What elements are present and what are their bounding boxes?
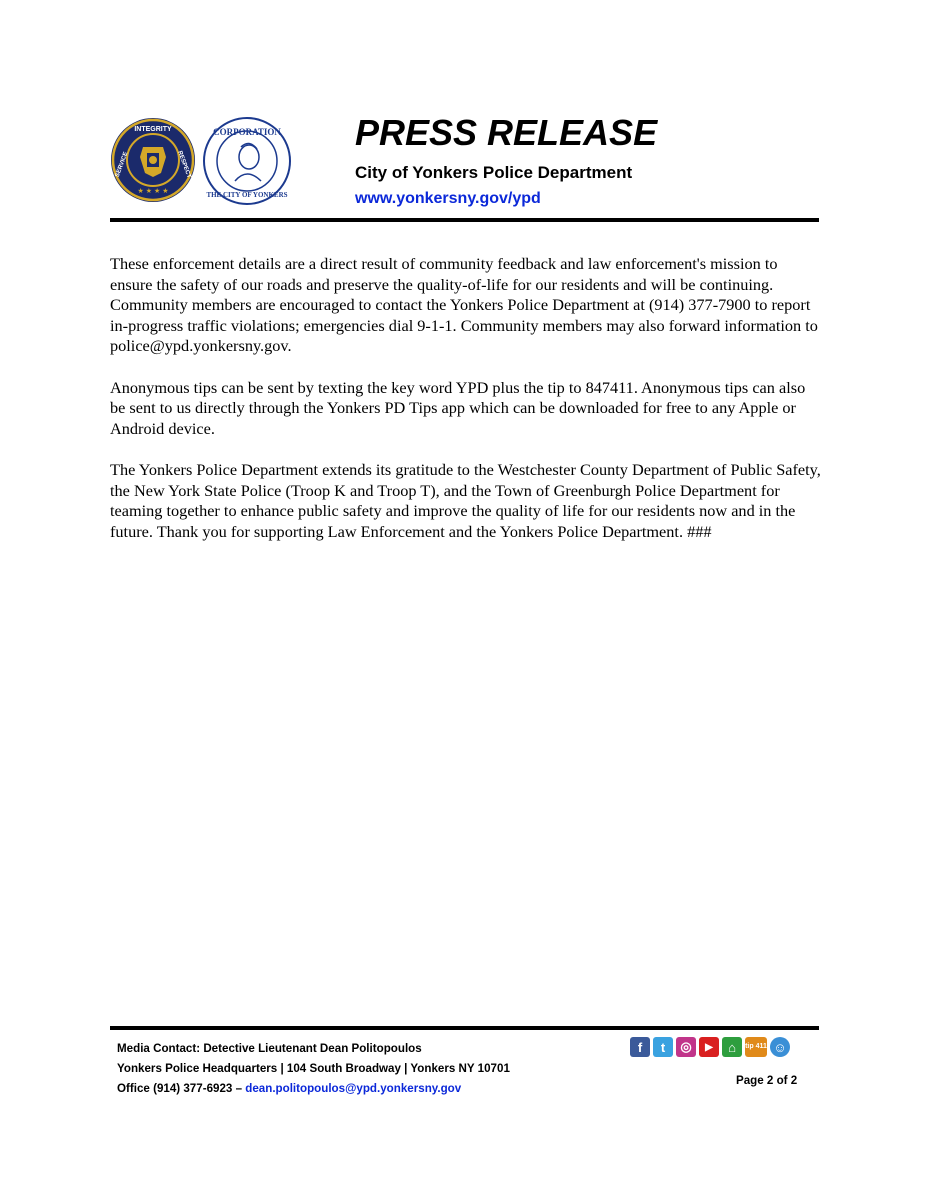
office-contact-line	[117, 1079, 510, 1099]
police-seal-logo	[110, 117, 196, 203]
svg-text:SERVICE: SERVICE	[114, 151, 130, 179]
body-paragraph-1: These enforcement details are a direct result of community feedback and law enforcement's mission to ensure the safety of our roads and preserve the quality-of-life for our residents and will be continuing. Community members are encouraged to contact the Yonkers Police Department at (914) 377-7900 to report in-progress traffic violations; emergencies dial 9-1-1. Community members may also forward information to police@ypd.yonkersny.gov.	[110, 254, 818, 356]
social-media-links	[630, 1037, 790, 1057]
tip411-icon[interactable]: tip 411	[745, 1037, 767, 1057]
footer-divider	[110, 1026, 819, 1030]
department-name: City of Yonkers Police Department	[355, 163, 633, 182]
instagram-icon[interactable]: ◎	[676, 1037, 696, 1057]
svg-text:THE CITY OF YONKERS: THE CITY OF YONKERS	[206, 191, 288, 199]
body-paragraph-2: Anonymous tips can be sent by texting the key word YPD plus the tip to 847411. Anonymous tips can also be sent to us directly through the Yonkers PD Tips app which can be downloaded for free to any Apple or Android device.	[110, 377, 806, 438]
page-number: Page 2 of 2	[736, 1074, 798, 1087]
press-release-title: PRESS RELEASE	[355, 112, 658, 153]
office-phone: Office (914) 377-6923 –	[117, 1082, 246, 1095]
header-divider	[110, 218, 819, 222]
youtube-icon[interactable]: ▶	[699, 1037, 719, 1057]
svg-text:★ ★ ★ ★: ★ ★ ★ ★	[137, 188, 169, 195]
department-website-link[interactable]: www.yonkersny.gov/ypd	[355, 190, 541, 207]
home-icon[interactable]: ⌂	[722, 1037, 742, 1057]
twitter-icon[interactable]: t	[653, 1037, 673, 1057]
svg-text:INTEGRITY: INTEGRITY	[134, 126, 172, 133]
press-release-body	[110, 254, 822, 563]
community-icon[interactable]: ☺	[770, 1037, 790, 1057]
media-contact-name: Media Contact: Detective Lieutenant Dean Politopoulos	[117, 1042, 422, 1055]
media-contact-email-link[interactable]: dean.politopoulos@ypd.yonkersny.gov	[245, 1082, 462, 1095]
media-contact-block	[117, 1039, 510, 1099]
facebook-icon[interactable]: f	[630, 1037, 650, 1057]
headquarters-address: Yonkers Police Headquarters | 104 South Broadway | Yonkers NY 10701	[117, 1062, 510, 1075]
city-seal-logo	[203, 117, 291, 205]
svg-text:CORPORATION: CORPORATION	[213, 127, 281, 137]
body-paragraph-3: The Yonkers Police Department extends its gratitude to the Westchester County Department of Public Safety, the New York State Police (Troop K and Troop T), and the Town of Greenburgh Police Department for teaming together to enhance public safety and improve the quality of life for our residents now and in the future. Thank you for supporting Law Enforcement and the Yonkers Police Department. ###	[110, 459, 821, 541]
svg-text:RESPECT: RESPECT	[176, 150, 192, 180]
